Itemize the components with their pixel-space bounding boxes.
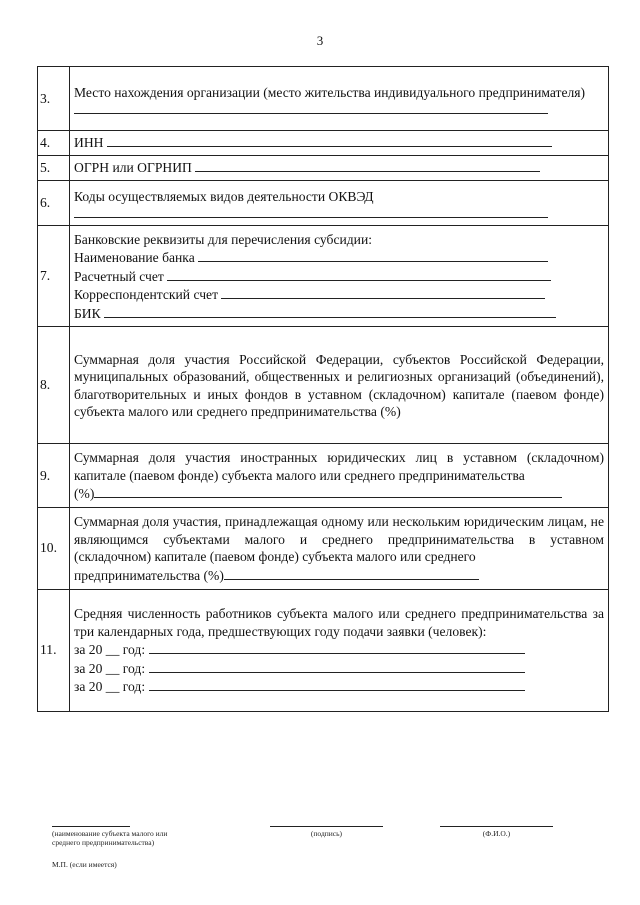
table-row — [38, 180, 609, 225]
row-content — [70, 155, 609, 180]
year-3-label: за 20 __ год: — [74, 679, 146, 695]
row-content — [70, 67, 609, 131]
legal-entities-share-field[interactable] — [224, 566, 479, 580]
corr-account-label: Корреспондентский счет — [74, 287, 219, 302]
okved-label: Коды осуществляемых видов деятельности ОКВЭД — [74, 188, 374, 204]
table-row — [38, 589, 609, 711]
org-name-signature — [52, 826, 192, 847]
row-content — [70, 180, 609, 225]
row-content — [70, 589, 609, 711]
year-3-field[interactable] — [149, 677, 525, 691]
year-1-label: за 20 __ год: — [74, 642, 146, 658]
table-row — [38, 67, 609, 131]
row-number: 3. — [38, 67, 70, 131]
row-number: 7. — [38, 225, 70, 327]
inn-field[interactable] — [107, 133, 552, 147]
row-number: 11. — [38, 589, 70, 711]
stamp-note: М.П. (если имеется) — [52, 860, 117, 869]
year-1-field[interactable] — [149, 640, 525, 654]
foreign-share-field[interactable] — [94, 484, 562, 498]
fio-caption: (Ф.И.О.) — [482, 829, 511, 838]
table-row — [38, 444, 609, 508]
avg-employees-label: Средняя численность работников субъекта малого или среднего предпринимательства за три календарных года, предшествующих году подачи заявки (человек): — [74, 606, 604, 639]
row-content — [70, 444, 609, 508]
application-form-table — [37, 66, 609, 712]
row-number: 10. — [38, 507, 70, 589]
signature-caption: (подпись) — [310, 829, 343, 838]
org-name-caption: (наименование субъекта малого или среднего предпринимательства) — [52, 829, 168, 847]
location-field[interactable] — [74, 101, 548, 114]
bank-name-label: Наименование банка — [74, 250, 195, 265]
page-number: 3 — [316, 33, 324, 48]
account-field[interactable] — [167, 267, 551, 281]
year-2-field[interactable] — [149, 659, 525, 673]
bik-field[interactable] — [104, 304, 556, 318]
bank-name-field[interactable] — [198, 248, 548, 262]
ogrn-field[interactable] — [195, 158, 540, 172]
state-share-label: Суммарная доля участия Российской Федерации, субъектов Российской Федерации, муниципальных образований, общественных и религиозных организаций (объединений), благотворительных и иных фондов в уставном (складочном) капитале (паевом фонде) субъекта малого или среднего предпринимательства (%) — [74, 351, 604, 419]
location-label: Место нахождения организации (место жительства индивидуального предпринимателя) — [74, 84, 586, 100]
row-number: 8. — [38, 327, 70, 444]
row-content — [70, 131, 609, 156]
row-content — [70, 225, 609, 327]
table-row — [38, 327, 609, 444]
legal-entities-share-label: Суммарная доля участия, принадлежащая одному или нескольким юридическим лицам, не являющимся субъектами малого и среднего предпринимательства в уставном (складочном) капитале (паевом фонде) субъекта малого или среднего — [74, 514, 604, 564]
table-row — [38, 131, 609, 156]
signature-line[interactable] — [270, 826, 383, 827]
okved-field[interactable] — [74, 205, 548, 218]
row-number: 9. — [38, 444, 70, 508]
corr-account-field[interactable] — [221, 285, 545, 299]
row-number: 4. — [38, 131, 70, 156]
foreign-share-label: Суммарная доля участия иностранных юридических лиц в уставном (складочном) капитале (паевом фонде) субъекта малого или среднего предпринимательства — [74, 450, 604, 483]
fio-block — [440, 826, 553, 838]
foreign-share-unit: (%) — [74, 486, 95, 501]
bank-details-title: Банковские реквизиты для перечисления субсидии: — [74, 231, 373, 247]
inn-label: ИНН — [74, 135, 104, 150]
table-row — [38, 225, 609, 327]
table-row — [38, 155, 609, 180]
ogrn-label: ОГРН или ОГРНИП — [74, 159, 192, 175]
row-number: 5. — [38, 155, 70, 180]
fio-line[interactable] — [440, 826, 553, 827]
org-name-line[interactable] — [52, 826, 130, 827]
signature-block — [270, 826, 383, 838]
row-content — [70, 507, 609, 589]
year-2-label: за 20 __ год: — [74, 660, 146, 676]
row-content — [70, 327, 609, 444]
legal-entities-share-unit: предпринимательства (%) — [74, 567, 224, 583]
table-row — [38, 507, 609, 589]
bik-label: БИК — [74, 305, 101, 321]
account-label: Расчетный счет — [74, 268, 164, 284]
row-number: 6. — [38, 180, 70, 225]
